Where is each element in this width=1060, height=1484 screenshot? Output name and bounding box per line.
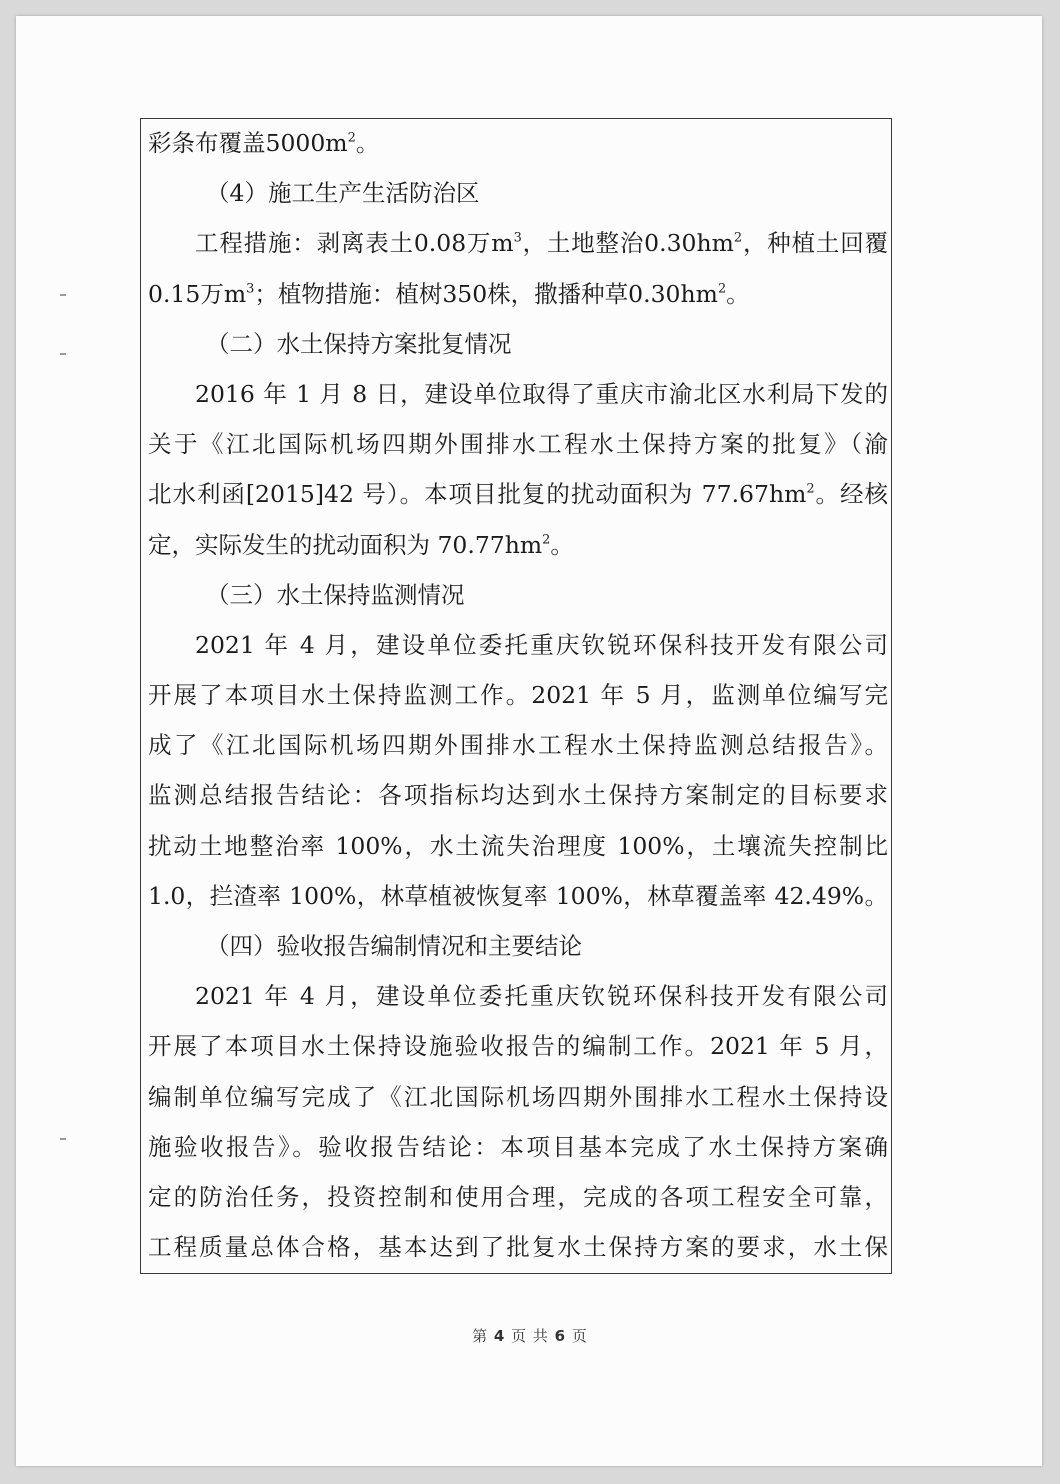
text-line: 成了《江北国际机场四期外围排水工程水土保持监测总结报告》。 bbox=[148, 731, 888, 760]
text-line: 2016 年 1 月 8 日，建设单位取得了重庆市渝北区水利局下发的 bbox=[195, 379, 888, 408]
text-line: 2021 年 4 月，建设单位委托重庆钦锐环保科技开发有限公司 bbox=[195, 982, 888, 1011]
text-line: 北水利函[2015]42 号）。本项目批复的扰动面积为 $77.67hm^2$。经核 bbox=[148, 480, 888, 509]
text-line: 施验收报告》。验收报告结论：本项目基本完成了水土保持方案确 bbox=[148, 1132, 888, 1161]
text-line: 彩条布覆盖$5000m^2$。 bbox=[148, 129, 380, 157]
scan-mark bbox=[60, 1138, 66, 1140]
text-line: 工程措施：剥离表土0.08万$m^3$，土地整治$0.30hm^2$，种植土回覆 bbox=[195, 229, 889, 258]
text-line: 扰动土地整治率 100%，水土流失治理度 100%，土壤流失控制比 bbox=[148, 831, 888, 860]
text-line: 关于《江北国际机场四期外围排水工程水土保持方案的批复》（渝 bbox=[148, 430, 888, 459]
text-line: 开展了本项目水土保持设施验收报告的编制工作。2021 年 5 月， bbox=[148, 1032, 888, 1061]
section-heading: （三）水土保持监测情况 bbox=[206, 580, 465, 609]
current-page-number: 4 bbox=[493, 1327, 506, 1345]
text-line: 2021 年 4 月，建设单位委托重庆钦锐环保科技开发有限公司 bbox=[195, 630, 888, 659]
text-line: 1.0，拦渣率 100%，林草植被恢复率 100%，林草覆盖率 42.49%。 bbox=[148, 881, 888, 910]
text-line: 监测总结报告结论：各项指标均达到水土保持方案制定的目标要求 bbox=[148, 781, 888, 810]
text-line: 开展了本项目水土保持监测工作。2021 年 5 月，监测单位编写完 bbox=[148, 681, 888, 710]
scan-mark bbox=[60, 294, 66, 296]
section-heading: （4）施工生产生活防治区 bbox=[206, 179, 480, 208]
scan-mark bbox=[60, 353, 66, 355]
text-line: 定的防治任务，投资控制和使用合理，完成的各项工程安全可靠， bbox=[148, 1182, 888, 1211]
text-line: 定，实际发生的扰动面积为 $70.77hm^2$。 bbox=[148, 530, 574, 559]
section-heading: （二）水土保持方案批复情况 bbox=[206, 329, 512, 358]
section-heading: （四）验收报告编制情况和主要结论 bbox=[206, 932, 582, 960]
total-page-count: 6 bbox=[554, 1327, 567, 1345]
text-line: 编制单位编写完成了《江北国际机场四期外围排水工程水土保持设 bbox=[148, 1082, 888, 1111]
document-body bbox=[148, 118, 888, 1272]
page-footer: 第 4 页 共 6 页 bbox=[472, 1327, 588, 1345]
text-line: 0.15万$m^3$；植物措施：植树350株，撒播种草$0.30hm^2$。 bbox=[148, 279, 750, 308]
text-line: 工程质量总体合格，基本达到了批复水土保持方案的要求，水土保 bbox=[148, 1233, 888, 1262]
